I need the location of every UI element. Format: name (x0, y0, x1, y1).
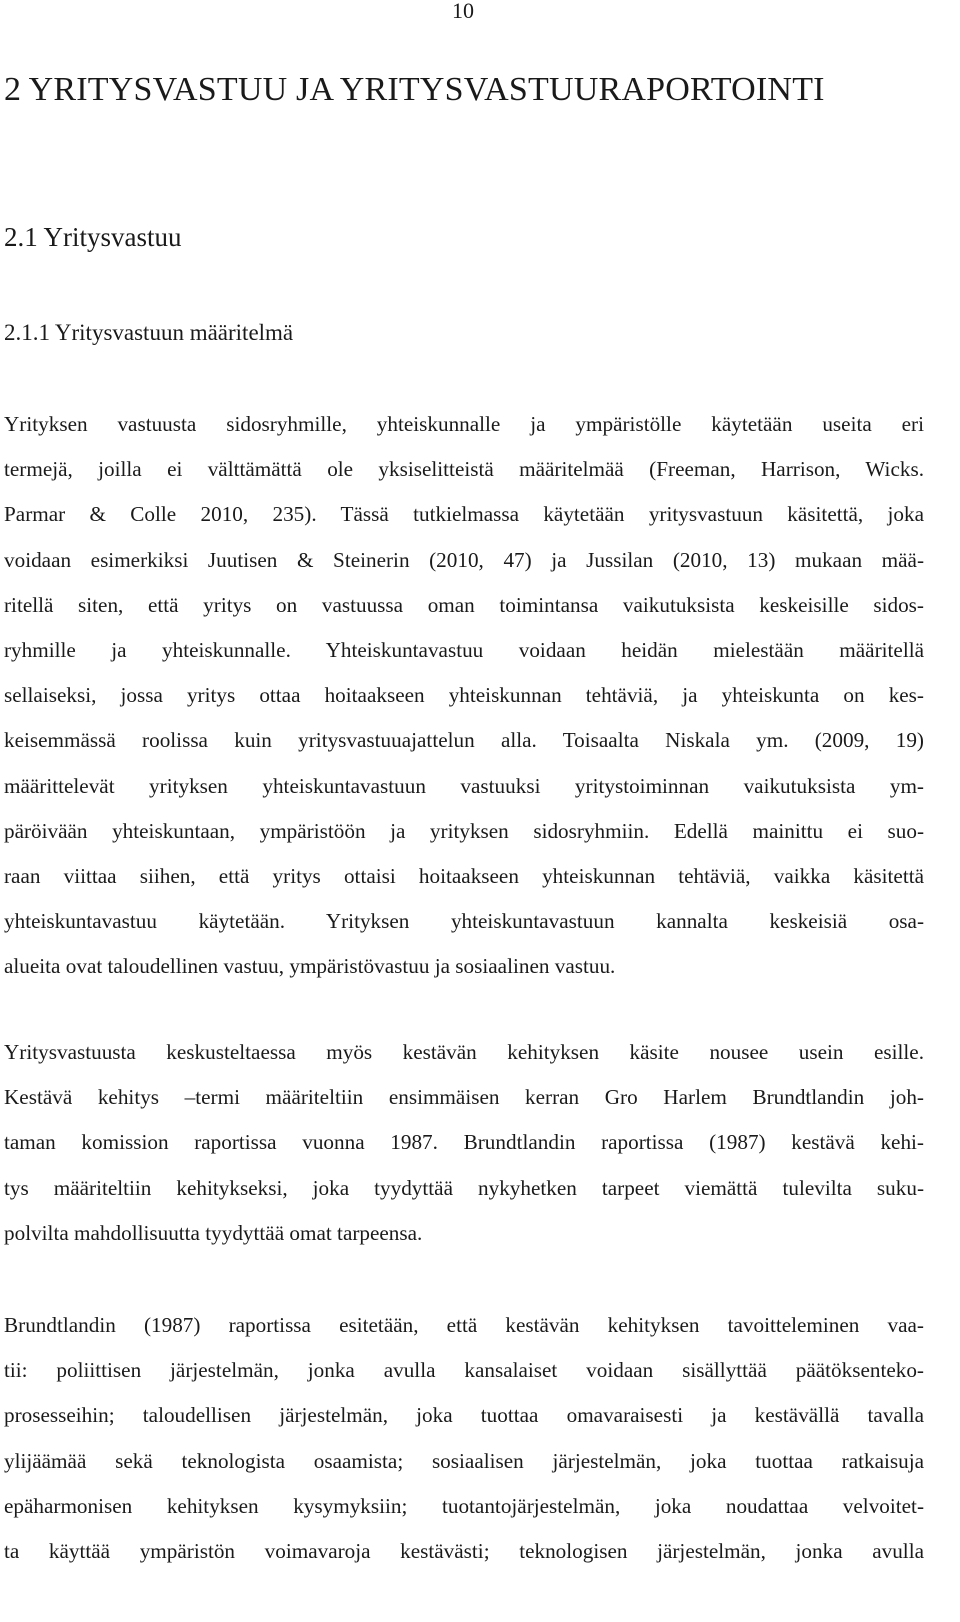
paragraph-line: Yrityksen vastuusta sidosryhmille, yhteiskunnalle ja ympäristölle käytetään useita eri (4, 412, 924, 436)
paragraph-line: Yritysvastuusta keskusteltaessa myös kestävän kehityksen käsite nousee usein esille. (4, 1040, 924, 1064)
subsection-heading: 2.1.1 Yritysvastuun määritelmä (4, 320, 294, 345)
paragraph-line: tys määriteltiin kehitykseksi, joka tyydyttää nykyhetken tarpeet viemättä tulevilta suku- (4, 1175, 924, 1200)
paragraph-line: ta käyttää ympäristön voimavaroja kestävästi; teknologisen järjestelmän, jonka avulla (4, 1538, 924, 1563)
paragraph-line: tii: poliittisen järjestelmän, jonka avulla kansalaiset voidaan sisällyttää päätöksenteko- (4, 1358, 924, 1383)
paragraph-line: keisemmässä roolissa kuin yritysvastuuajattelun alla. Toisaalta Niskala ym. (2009, 19) (4, 728, 924, 753)
paragraph-line: ryhmille ja yhteiskunnalle. Yhteiskuntavastuu voidaan heidän mielestään määritellä (4, 637, 924, 662)
paragraph-line: päröivään yhteiskuntaan, ympäristöön ja yrityksen sidosryhmiin. Edellä mainittu ei suo- (4, 818, 924, 843)
paragraph-line: ylijäämää sekä teknologista osaamista; sosiaalisen järjestelmän, joka tuottaa ratkaisuja (4, 1448, 924, 1473)
page-number: 10 (452, 0, 474, 23)
paragraph-line: Kestävä kehitys –termi määriteltiin ensimmäisen kerran Gro Harlem Brundtlandin joh- (4, 1085, 924, 1110)
paragraph-sustainable-development (4, 1030, 924, 1256)
paragraph-line: Parmar & Colle 2010, 235). Tässä tutkielmassa käytetään yritysvastuun käsitettä, joka (4, 502, 924, 527)
paragraph-line: raan viittaa siihen, että yritys ottaisi hoitaakseen yhteiskunnan tehtäviä, vaikka käsitettä (4, 863, 924, 888)
paragraph-line: termejä, joilla ei välttämättä ole yksiselitteistä määritelmää (Freeman, Harrison, Wicks. (4, 457, 924, 482)
paragraph-line: ritellä siten, että yritys on vastuussa oman toimintansa vaikutuksista keskeisille sidos- (4, 592, 924, 617)
paragraph-line: Brundtlandin (1987) raportissa esitetään, että kestävän kehityksen tavoitteleminen vaa- (4, 1313, 924, 1337)
paragraph-line: epäharmonisen kehityksen kysymyksiin; tuotantojärjestelmän, joka noudattaa velvoitet- (4, 1493, 924, 1518)
paragraph-line: sellaiseksi, jossa yritys ottaa hoitaakseen yhteiskunnan tehtäviä, ja yhteiskunta on kes- (4, 683, 924, 708)
paragraph-line: polvilta mahdollisuutta tyydyttää omat tarpeensa. (4, 1220, 423, 1245)
paragraph-line: voidaan esimerkiksi Juutisen & Steinerin (2010, 47) ja Jussilan (2010, 13) mukaan mää- (4, 547, 924, 572)
paragraph-line: yhteiskuntavastuu käytetään. Yrityksen yhteiskuntavastuun kannalta keskeisiä osa- (4, 909, 924, 934)
paragraph-line: alueita ovat taloudellinen vastuu, ympäristövastuu ja sosiaalinen vastuu. (4, 954, 616, 979)
paragraph-line: taman komission raportissa vuonna 1987. Brundtlandin raportissa (1987) kestävä kehi- (4, 1130, 924, 1155)
paragraph-definition (4, 402, 924, 989)
paragraph-line: määrittelevät yrityksen yhteiskuntavastuun vastuuksi yritystoiminnan vaikutuksista ym- (4, 773, 924, 798)
chapter-heading: 2 YRITYSVASTUU JA YRITYSVASTUURAPORTOINTI (4, 71, 825, 108)
section-heading: 2.1 Yritysvastuu (4, 222, 182, 252)
paragraph-line: prosesseihin; taloudellisen järjestelmän, joka tuottaa omavaraisesti ja kestävällä tavalla (4, 1403, 924, 1428)
paragraph-brundtland (4, 1303, 924, 1574)
